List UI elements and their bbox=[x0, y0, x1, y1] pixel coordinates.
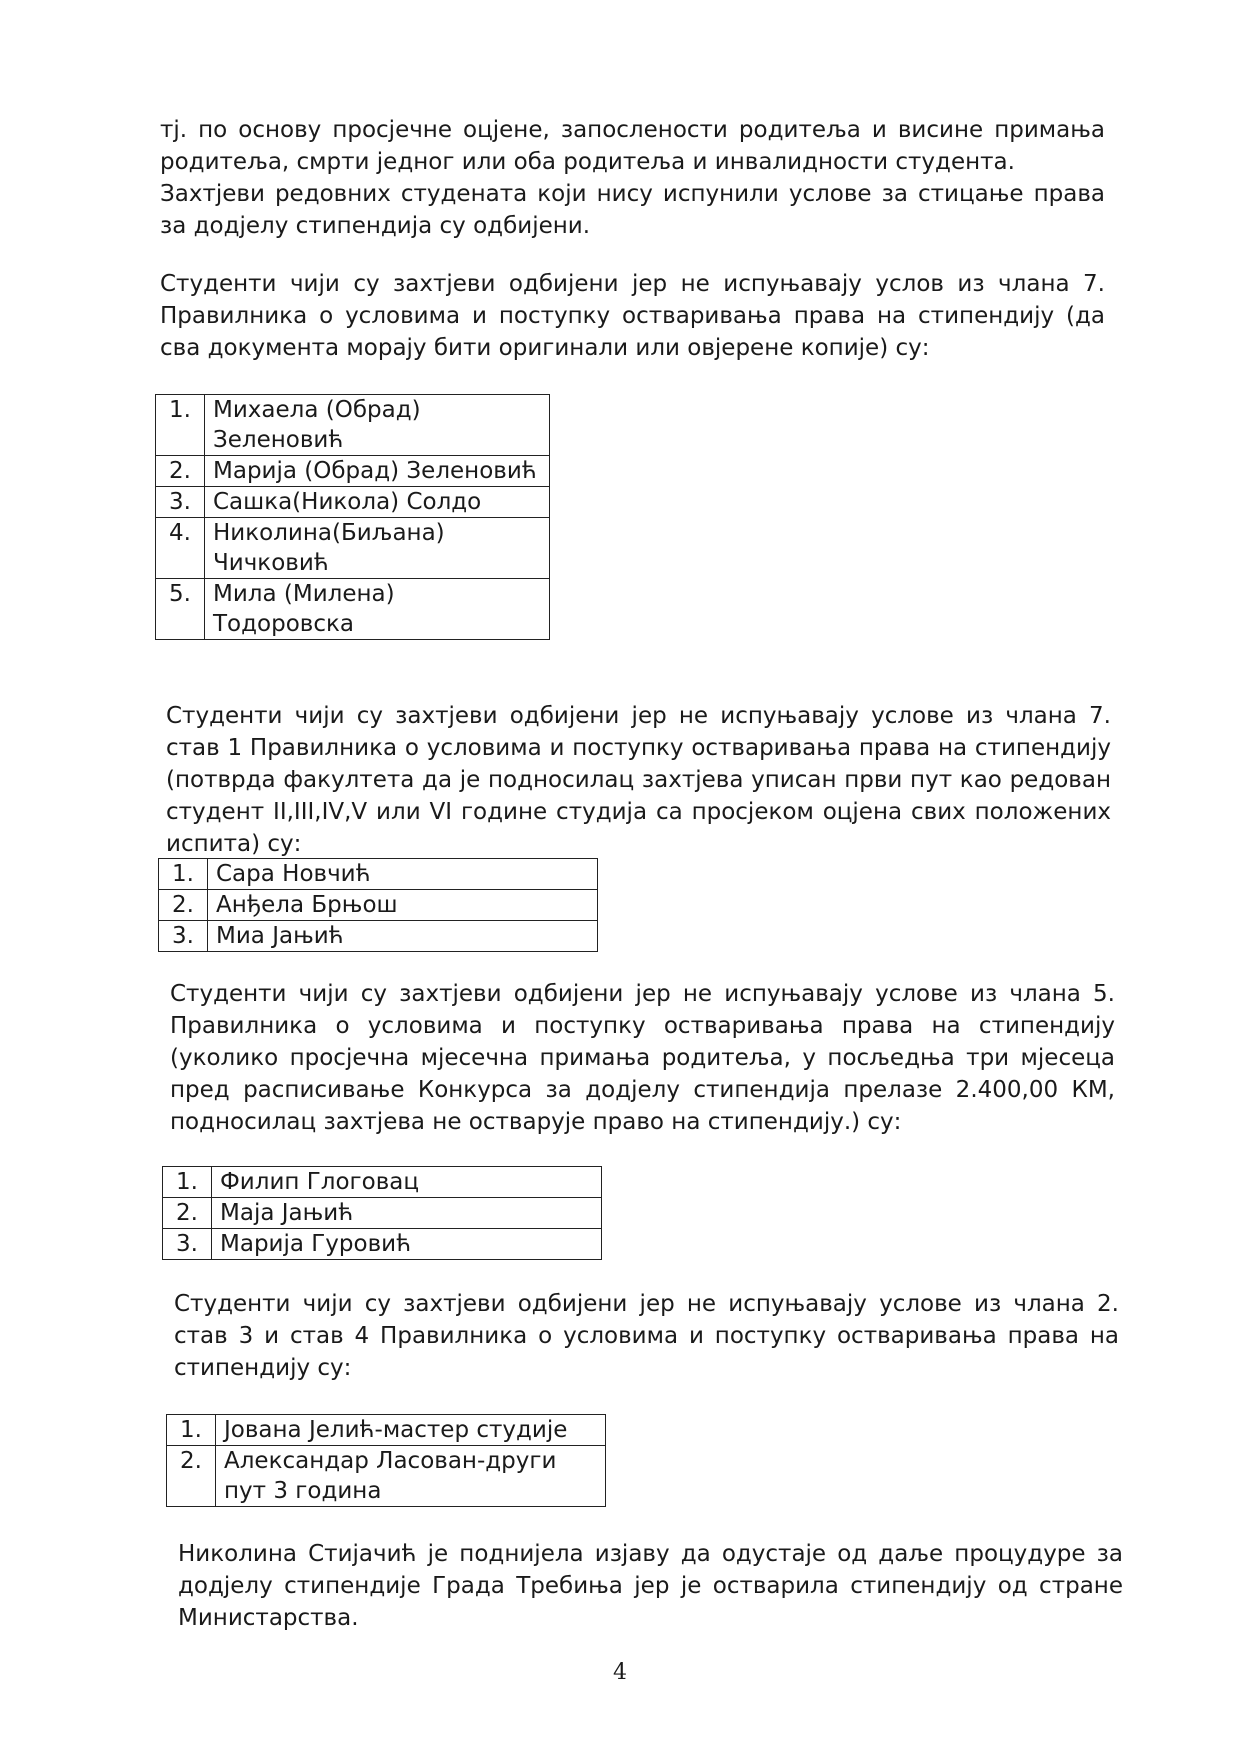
table-row bbox=[159, 921, 598, 952]
rejected-list-article-5 bbox=[162, 1166, 602, 1260]
table-row bbox=[159, 890, 598, 921]
table-row bbox=[159, 859, 598, 890]
student-name: Филип Глоговац bbox=[212, 1167, 602, 1198]
table-row bbox=[163, 1229, 602, 1260]
table-row bbox=[163, 1167, 602, 1198]
rejected-list-article-2 bbox=[166, 1414, 606, 1507]
student-name: Маја Јањић bbox=[212, 1198, 602, 1229]
paragraph-article-7: Студенти чији су захтјеви одбијени јер не испуњавају услов из члана 7. Правилника о условима и поступку остваривања права на стипендију (да сва документа морају бити оригинали или овјерене копије) су: bbox=[160, 271, 1105, 361]
row-number: 2. bbox=[163, 1198, 212, 1229]
paragraph-article-7-paragraph-1: Студенти чији су захтјеви одбијени јер не испуњавају услове из члана 7. став 1 Правилника о условима и поступку остваривања права на стипендију (потврда факултета да је подносилац захтјева уписан први пут као редован студент II,III,IV,V или VI године студија са просјеком оцјена свих положених испита) су: bbox=[166, 703, 1111, 857]
table-row bbox=[156, 579, 550, 640]
table-row bbox=[167, 1415, 606, 1446]
paragraph-withdrawal: Николина Стијачић је поднијела изјаву да одустаје од даље процудуре за додјелу стипендије Града Требиња јер је остварила стипендију од стране Министарства. bbox=[178, 1541, 1123, 1631]
table-row bbox=[156, 395, 550, 456]
table-row bbox=[163, 1198, 602, 1229]
row-number: 3. bbox=[159, 921, 208, 952]
paragraph-article-5: Студенти чији су захтјеви одбијени јер не испуњавају услове из члана 5. Правилника о условима и поступку остваривања права на стипендију (уколико просјечна мјесечна примања родитеља, у посљедња три мјесеца пред расписивање Конкурса за додјелу стипендија прелазе 2.400,00 КМ, подносилац захтјева не остварује право на стипендију.) су: bbox=[170, 981, 1115, 1135]
student-name: Марија (Обрад) Зеленовић bbox=[205, 456, 550, 487]
row-number: 3. bbox=[163, 1229, 212, 1260]
rejected-list-article-7-1 bbox=[158, 858, 598, 952]
row-number: 3. bbox=[156, 487, 205, 518]
row-number: 1. bbox=[167, 1415, 216, 1446]
student-name: Анђела Брњош bbox=[208, 890, 598, 921]
row-number: 2. bbox=[159, 890, 208, 921]
student-name: Сашка(Никола) Солдо bbox=[205, 487, 550, 518]
student-name: Николина(Биљана) Чичковић bbox=[205, 518, 550, 579]
table-row bbox=[156, 487, 550, 518]
row-number: 4. bbox=[156, 518, 205, 579]
table-row bbox=[156, 456, 550, 487]
student-name: Јована Јелић-мастер студије bbox=[216, 1415, 606, 1446]
student-name: Марија Гуровић bbox=[212, 1229, 602, 1260]
student-name: Сара Новчић bbox=[208, 859, 598, 890]
row-number: 5. bbox=[156, 579, 205, 640]
student-name: Александар Ласован-други пут 3 година bbox=[216, 1446, 606, 1507]
paragraph-article-2: Студенти чији су захтјеви одбијени јер не испуњавају услове из члана 2. став 3 и став 4 Правилника о условима и поступку остваривања права на стипендију су: bbox=[174, 1291, 1119, 1381]
student-name: Михаела (Обрад) Зеленовић bbox=[205, 395, 550, 456]
row-number: 1. bbox=[163, 1167, 212, 1198]
student-name: Мила (Милена) Тодоровска bbox=[205, 579, 550, 640]
rejected-list-article-7 bbox=[155, 394, 550, 640]
row-number: 1. bbox=[156, 395, 205, 456]
row-number: 2. bbox=[156, 456, 205, 487]
student-name: Миа Јањић bbox=[208, 921, 598, 952]
paragraph-criteria: тј. по основу просјечне оцјене, запослености родитеља и висине примања родитеља, смрти једног или оба родитеља и инвалидности студента. bbox=[160, 117, 1105, 175]
table-row bbox=[167, 1446, 606, 1507]
table-row bbox=[156, 518, 550, 579]
row-number: 1. bbox=[159, 859, 208, 890]
row-number: 2. bbox=[167, 1446, 216, 1507]
page-number: 4 bbox=[613, 1660, 627, 1685]
paragraph-rejected-intro: Захтјеви редовних студената који нису испунили услове за стицање права за додјелу стипендија су одбијени. bbox=[160, 181, 1105, 239]
